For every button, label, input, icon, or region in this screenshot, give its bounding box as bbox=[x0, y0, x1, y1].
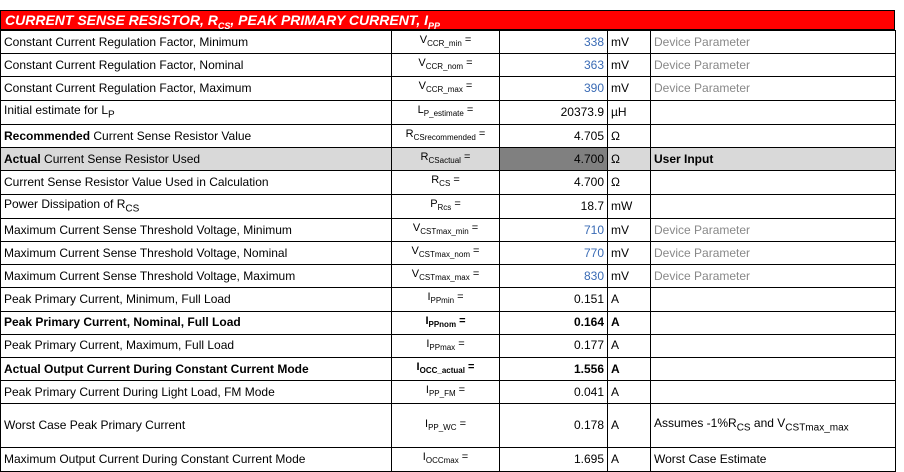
table-row bbox=[1, 218, 896, 241]
cell-unit: A bbox=[608, 404, 651, 448]
row-label: Power Dissipation of $R_{CS}$ bbox=[1, 194, 392, 218]
cell-unit: Ω bbox=[608, 171, 651, 194]
table-row bbox=[1, 288, 896, 311]
cell-unit: mV bbox=[608, 242, 651, 265]
section-title: CURRENT SENSE RESISTOR, $R_{CS}$, PEAK PRIMARY CURRENT, $I_{PP}$ bbox=[0, 10, 895, 30]
cell-note: Device Parameter bbox=[651, 218, 896, 241]
cell-unit: mV bbox=[608, 54, 651, 77]
cell-value[interactable]: 830 bbox=[500, 265, 608, 288]
row-symbol: $V_{CSTmax\_nom}$ = bbox=[392, 242, 500, 265]
row-label: Maximum Output Current During Constant Current Mode bbox=[1, 448, 392, 471]
cell-value[interactable]: 1.556 bbox=[500, 358, 608, 381]
row-label: Maximum Current Sense Threshold Voltage, Nominal bbox=[1, 242, 392, 265]
row-symbol: $V_{CCR\_min}$ = bbox=[392, 31, 500, 54]
row-label: Peak Primary Current During Light Load, FM Mode bbox=[1, 381, 392, 404]
row-symbol: $V_{CSTmax\_min}$ = bbox=[392, 218, 500, 241]
row-label: Recommended Current Sense Resistor Value bbox=[1, 124, 392, 147]
row-symbol: $L_{P\_estimate}$ = bbox=[392, 100, 500, 124]
cell-note: Assumes $-1\%R_{CS}$ and $V_{CSTmax\_max}$ bbox=[651, 404, 896, 448]
row-symbol: $P_{Rcs}$ = bbox=[392, 194, 500, 218]
row-symbol: $I_{PP\_WC}$ = bbox=[392, 404, 500, 448]
row-label: Initial estimate for $L_P$ bbox=[1, 100, 392, 124]
cell-note bbox=[651, 288, 896, 311]
table-row bbox=[1, 31, 896, 54]
cell-unit: mV bbox=[608, 218, 651, 241]
table-row bbox=[1, 171, 896, 194]
table-row bbox=[1, 100, 896, 124]
cell-value[interactable]: 4.705 bbox=[500, 124, 608, 147]
row-label: Constant Current Regulation Factor, Nominal bbox=[1, 54, 392, 77]
cell-unit: mV bbox=[608, 265, 651, 288]
row-symbol: $V_{CCR\_nom}$ = bbox=[392, 54, 500, 77]
table-row-user-input bbox=[1, 148, 896, 171]
row-label: Peak Primary Current, Minimum, Full Load bbox=[1, 288, 392, 311]
table-row bbox=[1, 265, 896, 288]
table-row bbox=[1, 381, 896, 404]
cell-note: Device Parameter bbox=[651, 265, 896, 288]
row-symbol: $I_{OCCmax}$ = bbox=[392, 448, 500, 471]
row-symbol: $V_{CCR\_max}$ = bbox=[392, 77, 500, 100]
row-label: Peak Primary Current, Nominal, Full Load bbox=[1, 311, 392, 334]
row-label: Current Sense Resistor Value Used in Calculation bbox=[1, 171, 392, 194]
row-label: Maximum Current Sense Threshold Voltage, Minimum bbox=[1, 218, 392, 241]
row-symbol: $I_{PPmin}$ = bbox=[392, 288, 500, 311]
row-symbol: $I_{PP\_FM}$ = bbox=[392, 381, 500, 404]
cell-unit: A bbox=[608, 381, 651, 404]
cell-unit: µH bbox=[608, 100, 651, 124]
row-label: Worst Case Peak Primary Current bbox=[1, 404, 392, 448]
cell-unit: A bbox=[608, 448, 651, 471]
row-label: Constant Current Regulation Factor, Minimum bbox=[1, 31, 392, 54]
cell-value[interactable]: 710 bbox=[500, 218, 608, 241]
cell-note: User Input bbox=[651, 148, 896, 171]
cell-value[interactable]: 0.041 bbox=[500, 381, 608, 404]
table-row bbox=[1, 404, 896, 448]
row-symbol: $I_{OCC\_actual}$ = bbox=[392, 358, 500, 381]
cell-unit: A bbox=[608, 311, 651, 334]
cell-unit: A bbox=[608, 358, 651, 381]
row-label: Actual Current Sense Resistor Used bbox=[1, 148, 392, 171]
cell-value[interactable]: 0.151 bbox=[500, 288, 608, 311]
cell-note bbox=[651, 194, 896, 218]
cell-value[interactable]: 390 bbox=[500, 77, 608, 100]
table-row bbox=[1, 194, 896, 218]
row-symbol: $V_{CSTmax\_max}$ = bbox=[392, 265, 500, 288]
cell-note: Device Parameter bbox=[651, 242, 896, 265]
cell-unit: Ω bbox=[608, 124, 651, 147]
cell-note bbox=[651, 171, 896, 194]
parameter-table bbox=[0, 30, 896, 472]
cell-value[interactable]: 770 bbox=[500, 242, 608, 265]
row-symbol: $R_{CSrecommended}$ = bbox=[392, 124, 500, 147]
cell-value[interactable]: 0.178 bbox=[500, 404, 608, 448]
table-row bbox=[1, 311, 896, 334]
table-row bbox=[1, 124, 896, 147]
cell-unit: Ω bbox=[608, 148, 651, 171]
cell-value[interactable]: 0.164 bbox=[500, 311, 608, 334]
table-row bbox=[1, 77, 896, 100]
table-row bbox=[1, 448, 896, 471]
row-symbol: $R_{CS}$ = bbox=[392, 171, 500, 194]
cell-value[interactable]: 4.700 bbox=[500, 171, 608, 194]
row-label: Actual Output Current During Constant Current Mode bbox=[1, 358, 392, 381]
cell-note bbox=[651, 334, 896, 357]
cell-note bbox=[651, 311, 896, 334]
row-label: Constant Current Regulation Factor, Maximum bbox=[1, 77, 392, 100]
cell-value[interactable]: 1.695 bbox=[500, 448, 608, 471]
table-row bbox=[1, 358, 896, 381]
table-row bbox=[1, 242, 896, 265]
cell-unit: A bbox=[608, 288, 651, 311]
cell-value[interactable]: 20373.9 bbox=[500, 100, 608, 124]
cell-value[interactable]: 0.177 bbox=[500, 334, 608, 357]
row-symbol: $R_{CSactual}$ = bbox=[392, 148, 500, 171]
cell-unit: A bbox=[608, 334, 651, 357]
cell-note: Worst Case Estimate bbox=[651, 448, 896, 471]
cell-value[interactable]: 338 bbox=[500, 31, 608, 54]
cell-note: Device Parameter bbox=[651, 77, 896, 100]
cell-note: Device Parameter bbox=[651, 54, 896, 77]
table-row bbox=[1, 54, 896, 77]
cell-note bbox=[651, 381, 896, 404]
cell-note bbox=[651, 358, 896, 381]
row-symbol: $I_{PPnom}$ = bbox=[392, 311, 500, 334]
cell-note bbox=[651, 124, 896, 147]
row-symbol: $I_{PPmax}$ = bbox=[392, 334, 500, 357]
cell-note: Device Parameter bbox=[651, 31, 896, 54]
cell-note bbox=[651, 100, 896, 124]
row-label: Peak Primary Current, Maximum, Full Load bbox=[1, 334, 392, 357]
table-row bbox=[1, 334, 896, 357]
cell-unit: mW bbox=[608, 194, 651, 218]
cell-value[interactable]: 363 bbox=[500, 54, 608, 77]
cell-value[interactable]: 18.7 bbox=[500, 194, 608, 218]
row-label: Maximum Current Sense Threshold Voltage, Maximum bbox=[1, 265, 392, 288]
cell-unit: mV bbox=[608, 31, 651, 54]
cell-unit: mV bbox=[608, 77, 651, 100]
rcs-actual-input[interactable]: 4.700 bbox=[500, 148, 608, 171]
